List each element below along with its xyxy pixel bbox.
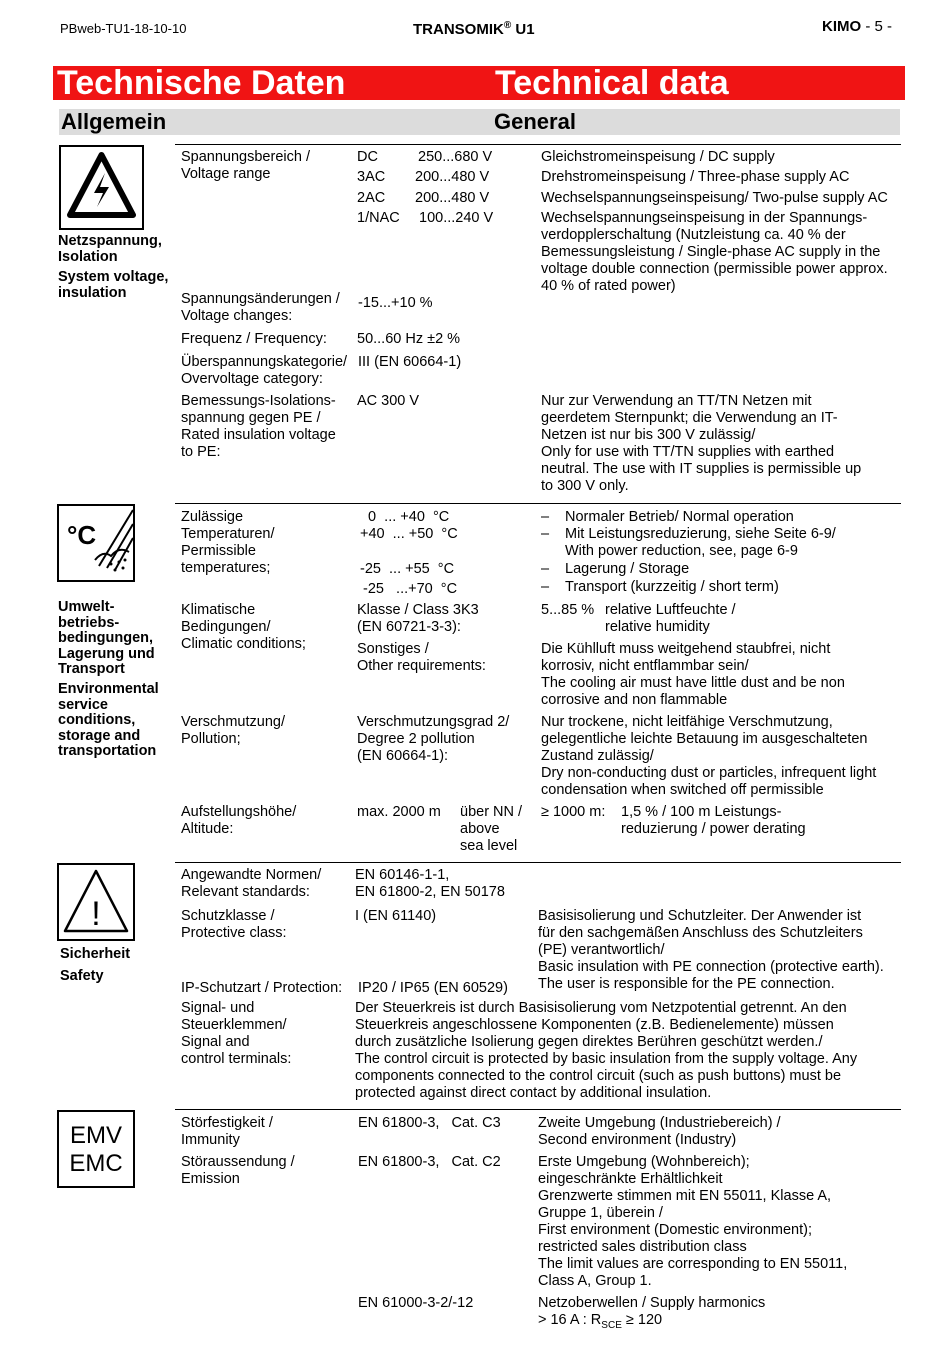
immunity-desc: Zweite Umgebung (Industriebereich) / Second environment (Industry) [538, 1115, 781, 1148]
overvoltage-label: Überspannungskategorie/ Overvoltage category: [181, 354, 348, 387]
voltage-range-label: Spannungsbereich / Voltage range [181, 149, 310, 182]
title-banner [53, 66, 905, 100]
temperature-desc: Transport (kurzzeitig / short term) [565, 579, 779, 595]
list-dash: – [541, 579, 550, 595]
protective-class-desc: Basisisolierung und Schutzleiter. Der Anwender ist für den sachgemäßen Anschluss des Schutzleiters (PE) verantwortlich/ Basic insulation with PE connection (protective earth). The user is responsible for the PE connection. [538, 908, 884, 992]
supply-type: 3AC [357, 169, 386, 185]
altitude-nn: über NN / above sea level [460, 804, 523, 854]
humidity-range: 5...85 % [541, 602, 595, 618]
temperature-range: +40 ... +50 °C [360, 526, 458, 542]
altitude-label: Aufstellungshöhe/ Altitude: [181, 804, 297, 837]
emc-icon [57, 1110, 135, 1188]
warning-icon [57, 863, 135, 941]
title-de: Technische Daten [57, 64, 346, 102]
section-divider [175, 1109, 901, 1110]
list-dash: – [541, 509, 550, 525]
insulation-desc: Nur zur Verwendung an TT/TN Netzen mit geerdetem Sternpunkt; die Verwendung an IT- Netzen ist nur bis 300 V zulässig/ Only for use with TT/TN supplies with earthed neutral. The use with IT supplies is permissible up to 300 V only. [541, 393, 862, 494]
supply-range: 200...480 V [415, 190, 490, 206]
frequency-value: 50...60 Hz ±2 % [357, 331, 461, 347]
list-dash: – [541, 561, 550, 577]
temperature-range: -25 ...+70 °C [363, 581, 458, 597]
supply-range: 100...240 V [419, 210, 494, 226]
supply-range: 200...480 V [415, 169, 490, 185]
pollution-label: Verschmutzung/ Pollution; [181, 714, 285, 747]
altitude-threshold: ≥ 1000 m: [541, 804, 606, 820]
emc-icon-label: EMV EMC [69, 1122, 123, 1177]
insulation-label: Bemessungs-Isolations- spannung gegen PE / Rated insulation voltage to PE: [181, 393, 336, 460]
product-title: TRANSOMIK® U1 [413, 20, 535, 38]
list-dash: – [541, 526, 550, 542]
side-label-power-de: Netzspannung, Isolation [58, 233, 162, 265]
climatic-value: Klasse / Class 3K3 (EN 60721-3-3): [357, 602, 479, 635]
subheader-left: Allgemein [61, 109, 167, 134]
standards-value: EN 60146-1-1, EN 61800-2, EN 50178 [355, 867, 505, 900]
temperature-desc: Lagerung / Storage [565, 561, 690, 577]
warning-icon-label: ! [91, 895, 101, 933]
section-divider [175, 862, 901, 863]
supply-desc: Gleichstromeinspeisung / DC supply [541, 149, 775, 165]
side-label-safety-en: Safety [60, 968, 104, 984]
harmonics-desc: Netzoberwellen / Supply harmonics [538, 1295, 766, 1311]
temperature-desc: Normaler Betrieb/ Normal operation [565, 509, 794, 525]
immunity-value: EN 61800-3, Cat. C3 [358, 1115, 501, 1131]
altitude-value: max. 2000 m [357, 804, 441, 820]
insulation-value: AC 300 V [357, 393, 420, 409]
title-en: Technical data [495, 64, 729, 102]
page-info: KIMO - 5 - [822, 18, 893, 35]
side-label-safety-de: Sicherheit [60, 946, 131, 962]
protective-class-value: I (EN 61140) [355, 908, 437, 924]
emission-label: Störaussendung / Emission [181, 1154, 295, 1187]
emission-desc: Erste Umgebung (Wohnbereich); eingeschränkte Erhältlichkeit Grenzwerte stimmen mit EN 55011, Klasse A, Gruppe 1, überein / First environment (Domestic environment); restricted sales distribution class The limit values are corresponding to EN 55011, Class A, Group 1. [538, 1154, 848, 1289]
overvoltage-value: III (EN 60664-1) [358, 354, 462, 370]
humidity-desc: relative Luftfeuchte / relative humidity [605, 602, 736, 635]
supply-type: 1/NAC [357, 210, 400, 226]
immunity-label: Störfestigkeit / Immunity [181, 1115, 273, 1148]
temperature-icon-label: °C [67, 520, 97, 550]
altitude-derating: 1,5 % / 100 m Leistungs- reduzierung / power derating [621, 804, 806, 837]
pollution-desc: Nur trockene, nicht leitfähige Verschmutzung, gelegentliche leichte Betauung im ausgeschalteten Zustand zulässig/ Dry non-conducting dust or particles, infrequent light condensation when switched off permissible [541, 714, 877, 798]
subheader-right: General [494, 109, 576, 134]
supply-desc: Wechselspannungseinspeisung/ Two-pulse supply AC [541, 190, 888, 206]
side-label-power-en: System voltage, insulation [58, 269, 169, 301]
supply-desc: Wechselspannungseinspeisung in der Spannungs- verdopplerschaltung (Nutzleistung ca. 40 % der Bemessungsleistung / Single-phase AC supply in the voltage double connection (permissible power approx. 40 % of rated power) [541, 210, 888, 294]
temperature-icon [57, 504, 135, 582]
section-divider [175, 503, 901, 504]
signal-terminals-desc: Der Steuerkreis ist durch Basisisolierung vom Netzpotential getrennt. An den Steuerkreis angeschlossene Komponenten (z.B. Bedienelemente) müssen durch zusätzliche Isolierung gegen direktes Berühren geschützt werden./ The control circuit is protected by basic insulation from the supply voltage. Any components connected to the control circuit (such as push buttons) must be protected against direct contact by additional insulation. [355, 1000, 858, 1101]
temperature-range: 0 ... +40 °C [360, 509, 450, 525]
document-id: PBweb-TU1-18-10-10 [60, 21, 187, 36]
ip-protection-label: IP-Schutzart / Protection: [181, 980, 343, 996]
high-voltage-icon [59, 145, 144, 230]
supply-type: DC [357, 149, 378, 165]
voltage-changes-value: -15...+10 % [358, 295, 433, 311]
signal-terminals-label: Signal- und Steuerklemmen/ Signal and control terminals: [181, 1000, 292, 1067]
harmonics-value: EN 61000-3-2/-12 [358, 1295, 474, 1311]
side-label-env-de: Umwelt- betriebs- bedingungen, Lagerung und Transport [58, 599, 155, 677]
frequency-label: Frequenz / Frequency: [181, 331, 327, 347]
section-divider [175, 144, 901, 145]
other-req-desc: Die Kühlluft muss weitgehend staubfrei, nicht korrosiv, nicht entflammbar sein/ The cooling air must have little dust and be non corrosive and non flammable [541, 641, 845, 708]
voltage-changes-label: Spannungsänderungen / Voltage changes: [181, 291, 340, 324]
emission-value: EN 61800-3, Cat. C2 [358, 1154, 501, 1170]
standards-label: Angewandte Normen/ Relevant standards: [181, 867, 322, 900]
protective-class-label: Schutzklasse / Protective class: [181, 908, 287, 941]
section-subheader [59, 109, 900, 135]
side-label-env-en: Environmental service conditions, storage and transportation [58, 681, 159, 759]
climatic-label: Klimatische Bedingungen/ Climatic conditions; [181, 602, 306, 652]
supply-type: 2AC [357, 190, 386, 206]
pollution-value: Verschmutzungsgrad 2/ Degree 2 pollution (EN 60664-1): [357, 714, 510, 764]
temperature-desc: Mit Leistungsreduzierung, siehe Seite 6-9/ With power reduction, see, page 6-9 [565, 526, 836, 559]
temperature-range: -25 ... +55 °C [360, 561, 455, 577]
temperature-label: Zulässige Temperaturen/ Permissible temperatures; [181, 509, 275, 576]
supply-range: 250...680 V [418, 149, 493, 165]
ip-protection-value: IP20 / IP65 (EN 60529) [358, 980, 508, 996]
other-req-label: Sonstiges / Other requirements: [357, 641, 486, 674]
supply-desc: Drehstromeinspeisung / Three-phase supply AC [541, 169, 850, 185]
harmonics-condition: > 16 A : $R_{SCE} \ge 120$ [538, 1312, 663, 1331]
